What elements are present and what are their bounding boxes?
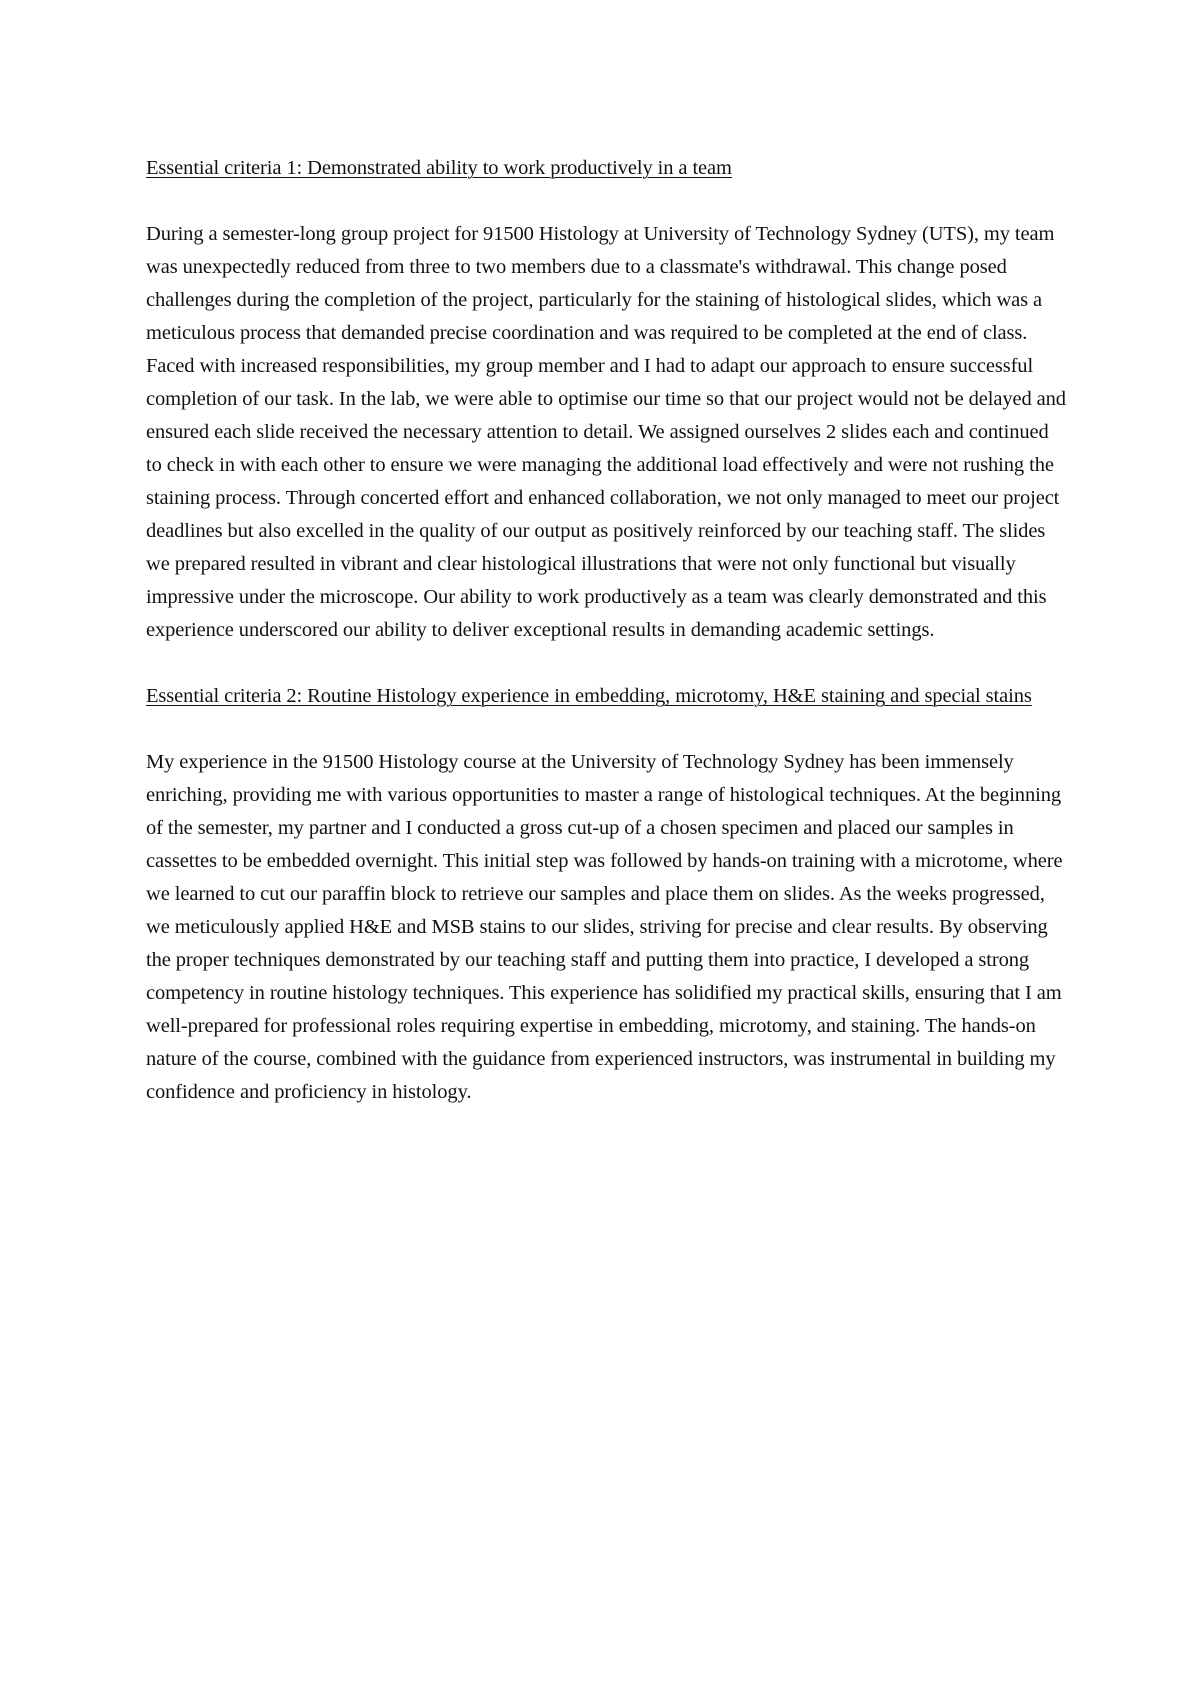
spacer bbox=[146, 647, 1066, 680]
criteria-1-heading: Essential criteria 1: Demonstrated ability to work productively in a team bbox=[146, 157, 732, 179]
criteria-section-1 bbox=[146, 152, 1066, 647]
criteria-section-2 bbox=[146, 680, 1066, 1109]
document-content bbox=[146, 152, 1066, 1109]
criteria-1-body: During a semester-long group project for 91500 Histology at University of Technology Sydney (UTS), my team was unexpectedly reduced from three to two members due to a classmate's withdrawal. This change posed challenges during the completion of the project, particularly for the staining of histological slides, which was a meticulous process that demanded precise coordination and was required to be completed at the end of class. Faced with increased responsibilities, my group member and I had to adapt our approach to ensure successful completion of our task. In the lab, we were able to optimise our time so that our project would not be delayed and ensured each slide received the necessary attention to detail. We assigned ourselves 2 slides each and continued to check in with each other to ensure we were managing the additional load effectively and were not rushing the staining process. Through concerted effort and enhanced collaboration, we not only managed to meet our project deadlines but also excelled in the quality of our output as positively reinforced by our teaching staff. The slides we prepared resulted in vibrant and clear histological illustrations that were not only functional but visually impressive under the microscope. Our ability to work productively as a team was clearly demonstrated and this experience underscored our ability to deliver exceptional results in demanding academic settings. bbox=[146, 223, 1066, 641]
spacer bbox=[146, 185, 1066, 218]
criteria-2-heading: Essential criteria 2: Routine Histology experience in embedding, microtomy, H&E staining and special stains bbox=[146, 685, 1032, 707]
spacer bbox=[146, 713, 1066, 746]
criteria-2-body: My experience in the 91500 Histology course at the University of Technology Sydney has been immensely enriching, providing me with various opportunities to master a range of histological techniques. At the beginning of the semester, my partner and I conducted a gross cut-up of a chosen specimen and placed our samples in cassettes to be embedded overnight. This initial step was followed by hands-on training with a microtome, where we learned to cut our paraffin block to retrieve our samples and place them on slides. As the weeks progressed, we meticulously applied H&E and MSB stains to our slides, striving for precise and clear results. By observing the proper techniques demonstrated by our teaching staff and putting them into practice, I developed a strong competency in routine histology techniques. This experience has solidified my practical skills, ensuring that I am well-prepared for professional roles requiring expertise in embedding, microtomy, and staining. The hands-on nature of the course, combined with the guidance from experienced instructors, was instrumental in building my confidence and proficiency in histology. bbox=[146, 751, 1063, 1103]
